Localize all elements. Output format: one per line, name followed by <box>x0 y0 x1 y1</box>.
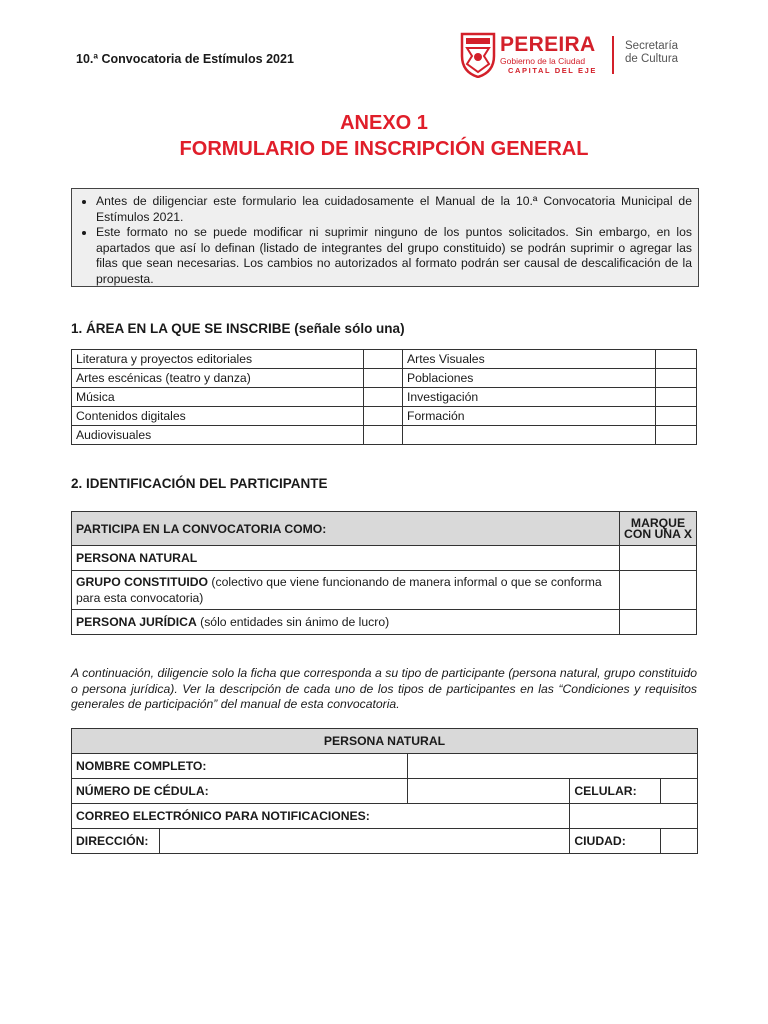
notice-box <box>71 188 699 287</box>
area-label: Artes Visuales <box>403 350 656 369</box>
ciudad-label: CIUDAD: <box>570 829 661 854</box>
area-checkbox[interactable] <box>364 369 403 388</box>
mark-header-line1: MARQUE <box>630 515 686 530</box>
table-row <box>72 426 697 445</box>
logo-subtitle: Gobierno de la Ciudad <box>500 56 586 66</box>
table-row <box>72 546 697 571</box>
area-checkbox[interactable] <box>364 350 403 369</box>
celular-field[interactable] <box>661 779 698 804</box>
area-checkbox[interactable] <box>656 350 697 369</box>
table-row <box>72 829 698 854</box>
participant-type-desc: (colectivo que viene funcionando de manera informal o que se conforma para esta convocatoria) <box>76 575 602 605</box>
logo-divider <box>612 36 614 74</box>
logo-name: PEREIRA <box>500 33 596 56</box>
nombre-field[interactable] <box>408 754 698 779</box>
area-label: Música <box>72 388 364 407</box>
area-label: Artes escénicas (teatro y danza) <box>72 369 364 388</box>
area-label: Poblaciones <box>403 369 656 388</box>
area-checkbox[interactable] <box>364 426 403 445</box>
area-label: Investigación <box>403 388 656 407</box>
table-row <box>72 388 697 407</box>
table-row <box>72 804 698 829</box>
participant-type-cell <box>72 610 620 635</box>
area-label: Contenidos digitales <box>72 407 364 426</box>
notice-item: • Antes de diligenciar este formulario lea cuidadosamente el Manual de la 10.ª Convocatoria Municipal de Estímulos 2021. <box>96 194 692 225</box>
correo-field[interactable] <box>570 804 698 829</box>
area-checkbox[interactable] <box>656 426 697 445</box>
annex-title: ANEXO 1 <box>340 112 428 134</box>
table-row <box>72 350 697 369</box>
direccion-field[interactable] <box>160 829 570 854</box>
section2-title: 2. IDENTIFICACIÓN DEL PARTICIPANTE <box>71 476 328 491</box>
mark-header <box>620 512 697 546</box>
celular-label: CELULAR: <box>570 779 661 804</box>
area-checkbox[interactable] <box>364 407 403 426</box>
area-checkbox[interactable] <box>656 369 697 388</box>
pereira-shield-icon <box>460 32 496 78</box>
area-checkbox[interactable] <box>364 388 403 407</box>
participant-type-label: PERSONA JURÍDICA <box>76 615 197 629</box>
participant-type-cell <box>72 571 620 610</box>
table-header-row <box>72 729 698 754</box>
dept-line2: de Cultura <box>625 53 679 65</box>
participant-type-label: GRUPO CONSTITUIDO <box>76 575 209 589</box>
form-title: FORMULARIO DE INSCRIPCIÓN GENERAL <box>179 138 589 160</box>
dept-line1: Secretaría <box>625 40 679 52</box>
nombre-label: NOMBRE COMPLETO: <box>72 754 408 779</box>
ciudad-field[interactable] <box>661 829 698 854</box>
section1-title: 1. ÁREA EN LA QUE SE INSCRIBE (señale sólo una) <box>71 321 405 336</box>
pereira-logo <box>460 30 700 80</box>
cedula-label: NÚMERO DE CÉDULA: <box>72 779 408 804</box>
logo-tagline: CAPITAL DEL EJE <box>508 66 598 75</box>
participant-type-cell <box>72 546 620 571</box>
area-checkbox[interactable] <box>656 407 697 426</box>
participation-header: PARTICIPA EN LA CONVOCATORIA COMO: <box>72 512 620 546</box>
area-label: Audiovisuales <box>72 426 364 445</box>
correo-label: CORREO ELECTRÓNICO PARA NOTIFICACIONES: <box>72 804 570 829</box>
mark-checkbox[interactable] <box>620 610 697 635</box>
table-row <box>72 610 697 635</box>
table-row <box>72 779 698 804</box>
persona-natural-table <box>71 728 698 854</box>
area-table <box>71 349 697 445</box>
participant-type-desc: (sólo entidades sin ánimo de lucro) <box>196 615 390 629</box>
convocatoria-header: 10.ª Convocatoria de Estímulos 2021 <box>76 52 294 66</box>
table-row <box>72 369 697 388</box>
area-label <box>403 426 656 445</box>
participant-type-label: PERSONA NATURAL <box>76 551 198 565</box>
mark-checkbox[interactable] <box>620 571 697 610</box>
table-header-row <box>72 512 697 546</box>
direccion-label: DIRECCIÓN: <box>72 829 160 854</box>
cedula-field[interactable] <box>408 779 570 804</box>
area-checkbox[interactable] <box>656 388 697 407</box>
mark-checkbox[interactable] <box>620 546 697 571</box>
area-label: Literatura y proyectos editoriales <box>72 350 364 369</box>
table-row <box>72 571 697 610</box>
instructions-text: A continuación, diligencie solo la ficha que corresponda a su tipo de participante (persona natural, grupo constituido o persona jurídica). Ver la descripción de cada uno de los tipos de participantes en las “Condiciones y requisitos generales de participación” del manual de esta convocatoria. <box>71 666 697 711</box>
mark-header-line2: CON UNA X <box>624 526 692 541</box>
table-row <box>72 407 697 426</box>
area-label: Formación <box>403 407 656 426</box>
table-row <box>72 754 698 779</box>
persona-natural-header: PERSONA NATURAL <box>72 729 698 754</box>
notice-item: • Este formato no se puede modificar ni suprimir ninguno de los puntos solicitados. Sin embargo, en los apartados que así lo definan (listado de integrantes del grupo constituido) se podrán suprimir o agregar las filas que sean necesarias. Los cambios no autorizados al formato podrán ser causal de descalificación de la propuesta. <box>96 225 692 287</box>
participant-type-table <box>71 511 697 635</box>
